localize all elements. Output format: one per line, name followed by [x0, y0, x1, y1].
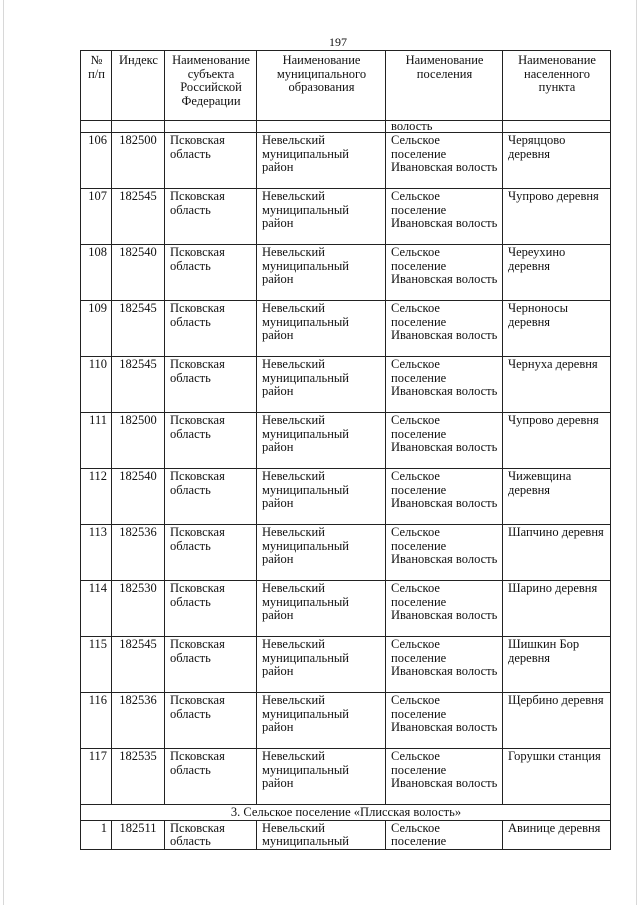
cell-settlement: Сельское поселение: [386, 820, 503, 849]
cell-locality: Горушки станция: [503, 749, 611, 805]
continuation-cell: волость: [386, 121, 503, 133]
cell-municipality: Невельский муниципальный район: [257, 581, 386, 637]
table-row: [81, 133, 611, 189]
cell-settlement: Сельское поселение Ивановская волость: [386, 357, 503, 413]
table-row: [81, 581, 611, 637]
cell-municipality: Невельский муниципальный район: [257, 469, 386, 525]
cell-index: 182545: [112, 189, 165, 245]
cell-municipality: Невельский муниципальный район: [257, 189, 386, 245]
cell-index: 182536: [112, 693, 165, 749]
cell-municipality: Невельский муниципальный район: [257, 525, 386, 581]
cell-subject: Псковская область: [165, 749, 257, 805]
cell-subject: Псковская область: [165, 469, 257, 525]
cell-index: 182540: [112, 245, 165, 301]
scan-edge-right: [636, 0, 637, 905]
cell-locality: Чупрово деревня: [503, 413, 611, 469]
settlements-table: [80, 50, 611, 850]
header-index: Индекс: [112, 51, 165, 121]
table-row: [81, 525, 611, 581]
cell-num: 113: [81, 525, 112, 581]
cell-index: 182536: [112, 525, 165, 581]
cell-municipality: Невельский муниципальный район: [257, 133, 386, 189]
table-row: [81, 413, 611, 469]
page-number: 197: [329, 35, 347, 49]
cell-settlement: Сельское поселение Ивановская волость: [386, 637, 503, 693]
cell-settlement: Сельское поселение Ивановская волость: [386, 189, 503, 245]
cell-locality: Шишкин Бор деревня: [503, 637, 611, 693]
cell-locality: Череухино деревня: [503, 245, 611, 301]
cell-num: 117: [81, 749, 112, 805]
header-municipality: Наименование муниципального образования: [257, 51, 386, 121]
cell-subject: Псковская область: [165, 693, 257, 749]
table-row: [81, 245, 611, 301]
table-row: [81, 820, 611, 849]
header-subject: Наименование субъекта Российской Федерации: [165, 51, 257, 121]
cell-settlement: Сельское поселение Ивановская волость: [386, 301, 503, 357]
cell-subject: Псковская область: [165, 189, 257, 245]
continuation-row: [81, 121, 611, 133]
cell-locality: Щербино деревня: [503, 693, 611, 749]
cell-subject: Псковская область: [165, 245, 257, 301]
cell-municipality: Невельский муниципальный район: [257, 693, 386, 749]
cell-index: 182540: [112, 469, 165, 525]
cell-subject: Псковская область: [165, 525, 257, 581]
cell-municipality: Невельский муниципальный район: [257, 357, 386, 413]
cell-municipality: Невельский муниципальный район: [257, 413, 386, 469]
cell-num: 106: [81, 133, 112, 189]
table-row: [81, 637, 611, 693]
cell-num: 109: [81, 301, 112, 357]
cell-num: 111: [81, 413, 112, 469]
cell-settlement: Сельское поселение Ивановская волость: [386, 469, 503, 525]
cell-settlement: Сельское поселение Ивановская волость: [386, 133, 503, 189]
cell-settlement: Сельское поселение Ивановская волость: [386, 749, 503, 805]
cell-locality: Черноносы деревня: [503, 301, 611, 357]
cell-num: 116: [81, 693, 112, 749]
cell-subject: Псковская область: [165, 357, 257, 413]
cell-locality: Чернуха деревня: [503, 357, 611, 413]
cell-index: 182511: [112, 820, 165, 849]
cell-settlement: Сельское поселение Ивановская волость: [386, 693, 503, 749]
cell-subject: Псковская область: [165, 637, 257, 693]
table-row: [81, 189, 611, 245]
table-row: [81, 357, 611, 413]
table-header-row: [81, 51, 611, 121]
header-locality: Наименование населенного пункта: [503, 51, 611, 121]
cell-index: 182500: [112, 133, 165, 189]
cell-locality: Авиницe деревня: [503, 820, 611, 849]
section-heading-row: [81, 805, 611, 821]
cell-subject: Псковская область: [165, 820, 257, 849]
table-row: [81, 749, 611, 805]
cell-settlement: Сельское поселение Ивановская волость: [386, 245, 503, 301]
cell-num: 110: [81, 357, 112, 413]
cell-locality: Шарино деревня: [503, 581, 611, 637]
cell-locality: Черяццово деревня: [503, 133, 611, 189]
cell-locality: Шапчино деревня: [503, 525, 611, 581]
cell-index: 182500: [112, 413, 165, 469]
table-row: [81, 693, 611, 749]
section-title: 3. Сельское поселение «Плисская волость»: [81, 805, 611, 821]
cell-num: 107: [81, 189, 112, 245]
cell-settlement: Сельское поселение Ивановская волость: [386, 525, 503, 581]
cell-index: 182545: [112, 357, 165, 413]
cell-num: 108: [81, 245, 112, 301]
cell-index: 182535: [112, 749, 165, 805]
cell-subject: Псковская область: [165, 581, 257, 637]
scan-edge-left: [3, 0, 4, 905]
cell-subject: Псковская область: [165, 133, 257, 189]
cell-num: 114: [81, 581, 112, 637]
cell-municipality: Невельский муниципальный район: [257, 245, 386, 301]
cell-municipality: Невельский муниципальный: [257, 820, 386, 849]
cell-num: 112: [81, 469, 112, 525]
cell-locality: Чупрово деревня: [503, 189, 611, 245]
cell-index: 182545: [112, 637, 165, 693]
cell-settlement: Сельское поселение Ивановская волость: [386, 413, 503, 469]
cell-subject: Псковская область: [165, 413, 257, 469]
cell-index: 182545: [112, 301, 165, 357]
header-num: № п/п: [81, 51, 112, 121]
cell-subject: Псковская область: [165, 301, 257, 357]
cell-locality: Чижевщина деревня: [503, 469, 611, 525]
cell-municipality: Невельский муниципальный район: [257, 749, 386, 805]
cell-num: 1: [81, 820, 112, 849]
cell-municipality: Невельский муниципальный район: [257, 301, 386, 357]
cell-num: 115: [81, 637, 112, 693]
table-row: [81, 301, 611, 357]
table-row: [81, 469, 611, 525]
cell-settlement: Сельское поселение Ивановская волость: [386, 581, 503, 637]
header-settlement: Наименование поселения: [386, 51, 503, 121]
cell-municipality: Невельский муниципальный район: [257, 637, 386, 693]
cell-index: 182530: [112, 581, 165, 637]
